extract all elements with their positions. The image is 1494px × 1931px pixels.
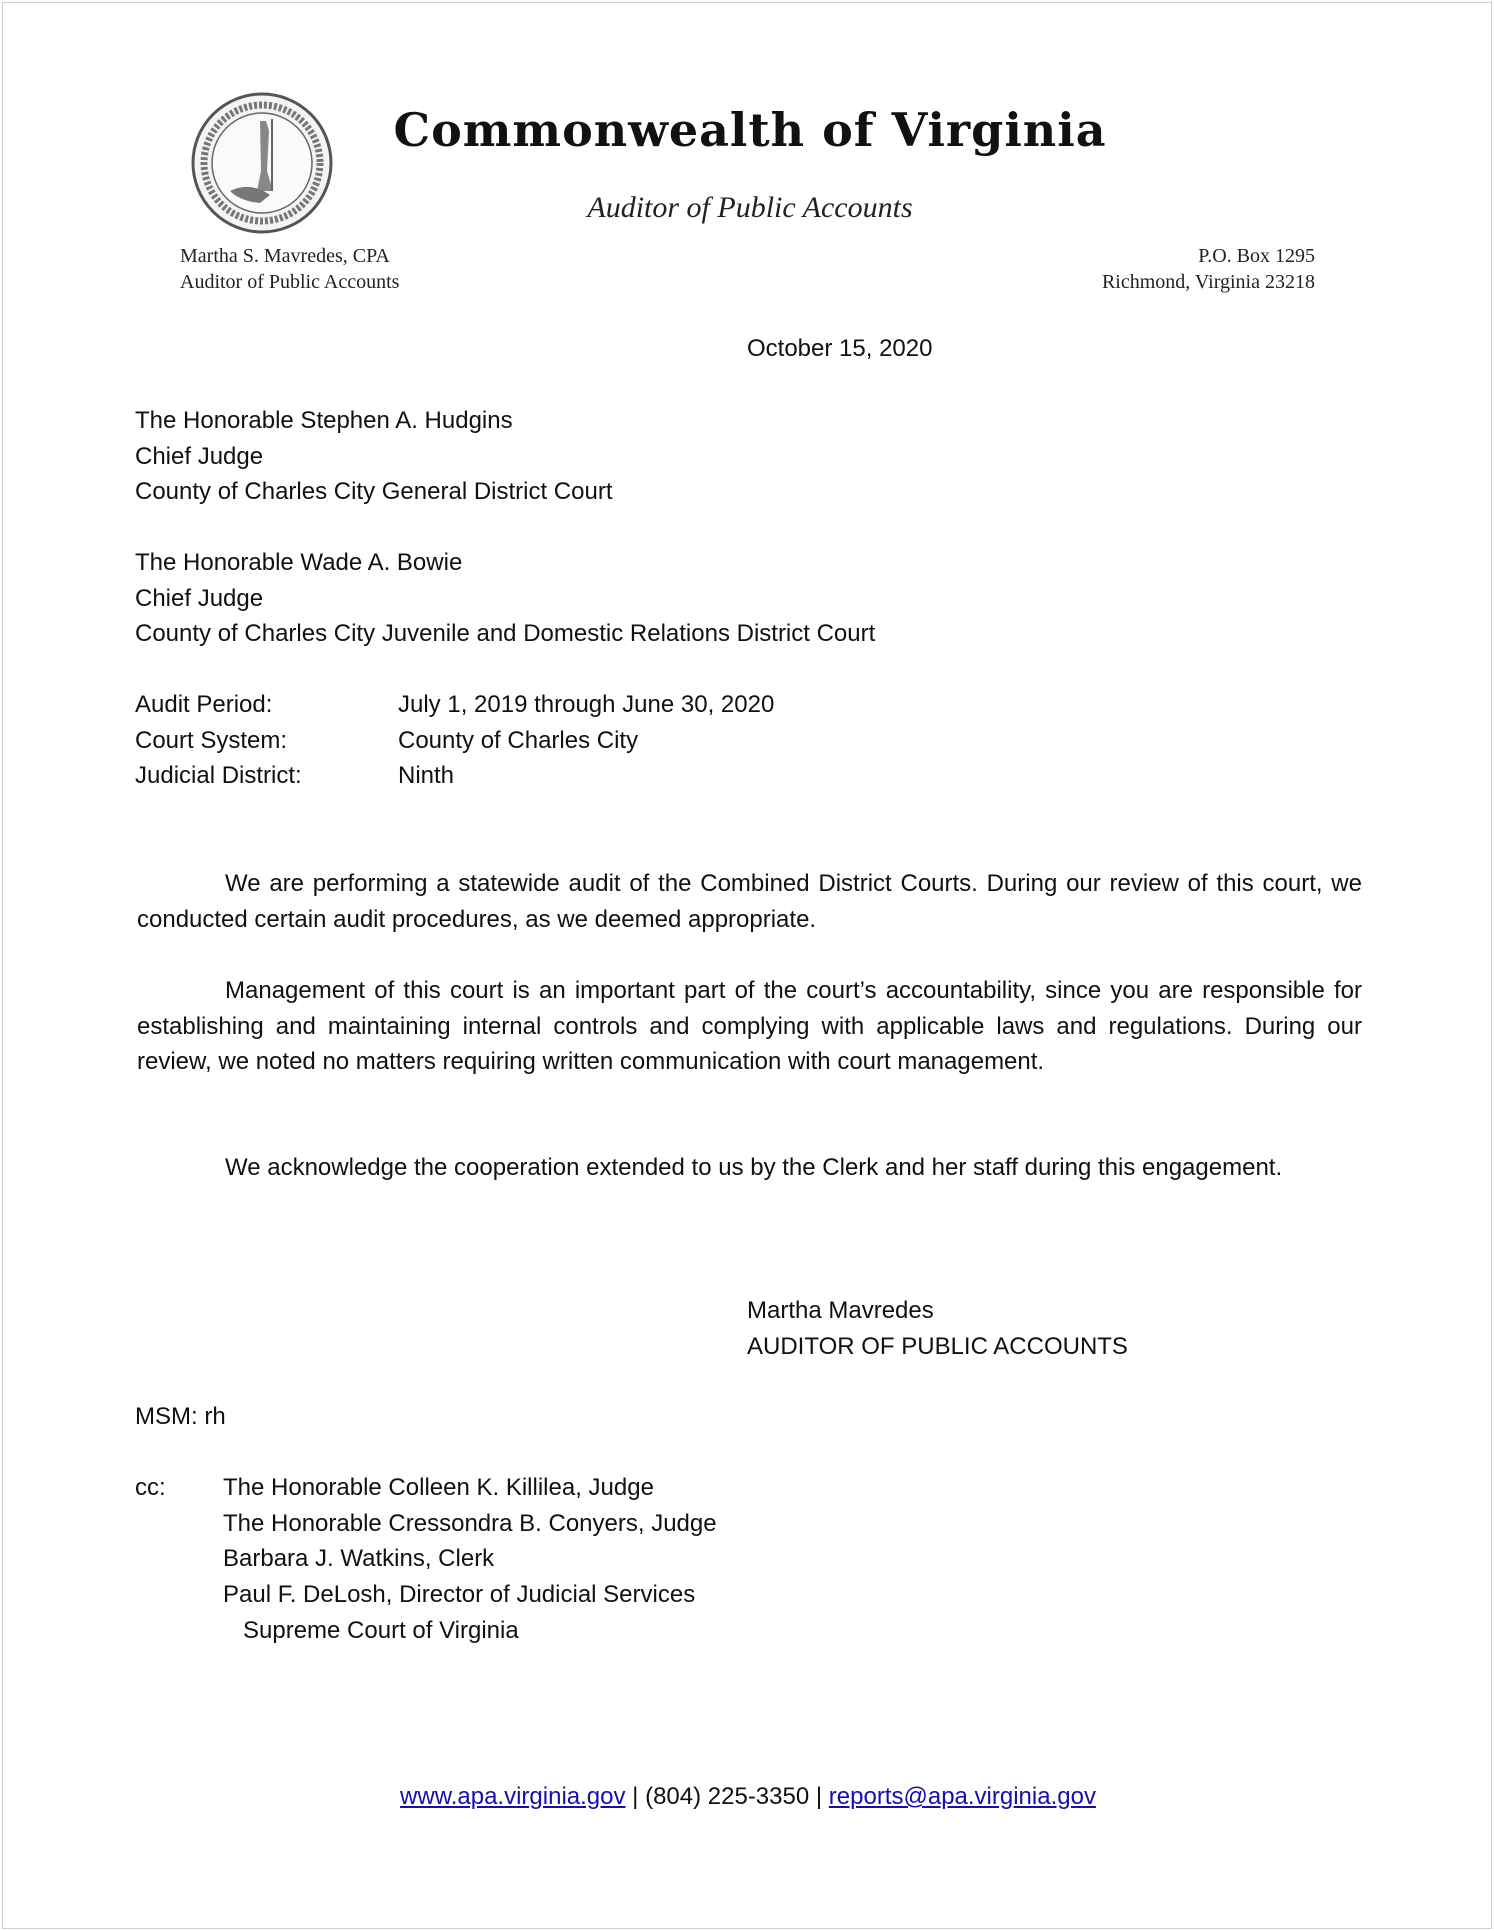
body-paragraph: We are performing a statewide audit of the Combined District Courts. During our review of this court, we conducted certain audit procedures, as we deemed appropriate. — [137, 870, 1362, 933]
letterhead-auditor-block — [180, 243, 399, 295]
recipient-court: County of Charles City General District Court — [135, 478, 613, 506]
letterhead-subtitle: Auditor of Public Accounts — [587, 191, 913, 224]
judicial-district-label: Judicial District: — [135, 762, 302, 790]
audit-info — [135, 687, 774, 794]
body-paragraph: Management of this court is an important part of the court’s accountability, since you are responsible for establishing and maintaining internal controls and complying with applicable laws and regulations. During our review, we noted no matters requiring written communication with court management. — [137, 977, 1362, 1076]
auditor-title: Auditor of Public Accounts — [180, 271, 400, 293]
footer-separator: | — [815, 1783, 823, 1810]
signer-name: Martha Mavredes — [747, 1297, 934, 1324]
footer-separator: | — [632, 1783, 639, 1810]
po-box: P.O. Box 1295 — [1198, 245, 1315, 267]
cc-item: Supreme Court of Virginia — [243, 1616, 519, 1644]
court-system-value: County of Charles City — [398, 726, 639, 754]
footer — [3, 1779, 1493, 1815]
email-link[interactable]: reports@apa.virginia.gov — [828, 1783, 1096, 1810]
signer-title: AUDITOR OF PUBLIC ACCOUNTS — [747, 1332, 1128, 1360]
recipient-name: The Honorable Wade A. Bowie — [135, 549, 463, 576]
cc-label: cc: — [135, 1474, 166, 1501]
audit-period-value: July 1, 2019 through June 30, 2020 — [398, 691, 775, 718]
cc-list — [223, 1470, 717, 1649]
letter-page — [2, 2, 1492, 1929]
recipient-title: Chief Judge — [135, 442, 264, 470]
body-paragraph: We acknowledge the cooperation extended to us by the Clerk and her staff during this engagement. — [225, 1154, 1283, 1181]
recipient-block — [135, 545, 875, 652]
city-state-zip: Richmond, Virginia 23218 — [1101, 271, 1315, 293]
letterhead-address-block — [1102, 243, 1315, 295]
recipient-name: The Honorable Stephen A. Hudgins — [135, 407, 513, 434]
cc-item: The Honorable Colleen K. Killilea, Judge — [223, 1474, 654, 1501]
audit-period-label: Audit Period: — [135, 691, 273, 718]
cc-item: Paul F. DeLosh, Director of Judicial Services — [223, 1581, 696, 1609]
website-link[interactable]: www.apa.virginia.gov — [400, 1783, 626, 1810]
recipient-court: County of Charles City Juvenile and Domestic Relations District Court — [135, 620, 876, 648]
court-system-label: Court System: — [135, 726, 288, 754]
recipient-block — [135, 403, 613, 510]
cc-item: The Honorable Cressondra B. Conyers, Judge — [223, 1509, 717, 1537]
recipient-title: Chief Judge — [135, 584, 264, 612]
judicial-district-value: Ninth — [398, 762, 455, 790]
signature-block — [747, 1293, 1128, 1364]
cc-item: Barbara J. Watkins, Clerk — [223, 1545, 495, 1573]
initials: MSM: rh — [135, 1403, 226, 1430]
letterhead-title: Commonwealth of Virginia — [393, 103, 1107, 157]
letter-date: October 15, 2020 — [747, 335, 933, 362]
phone-number: (804) 225-3350 — [645, 1783, 810, 1810]
auditor-name: Martha S. Mavredes, CPA — [180, 245, 390, 267]
